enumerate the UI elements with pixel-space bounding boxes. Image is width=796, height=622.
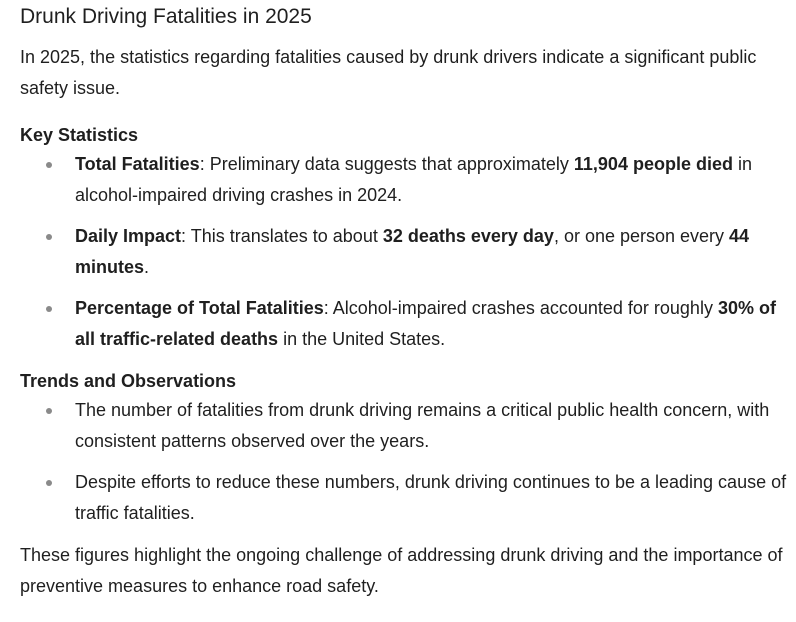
bullet-icon — [46, 162, 52, 168]
bullet-icon — [46, 480, 52, 486]
item-text: The number of fatalities from drunk driving remains a critical public health concern, with consistent patterns observed over the years. — [75, 400, 770, 451]
page-title: Drunk Driving Fatalities in 2025 — [20, 5, 312, 28]
item-text: : Alcohol-impaired crashes accounted for roughly — [323, 298, 718, 318]
item-label: Daily Impact — [75, 226, 182, 246]
item-text: , or one person every — [553, 226, 730, 246]
bullet-icon — [46, 234, 52, 240]
item-highlight: 11,904 people died — [573, 154, 733, 174]
item-text: : Preliminary data suggests that approximately — [199, 154, 574, 174]
item-highlight: 32 deaths every day — [382, 226, 554, 246]
list-item — [20, 293, 788, 355]
key-statistics-list — [20, 149, 788, 355]
key-statistics-heading: Key Statistics — [20, 125, 139, 145]
trends-heading: Trends and Observations — [20, 371, 237, 391]
item-text: : This translates to about — [181, 226, 383, 246]
list-item — [20, 467, 788, 529]
trends-list — [20, 395, 788, 529]
item-label: Total Fatalities — [75, 154, 200, 174]
bullet-icon — [46, 306, 52, 312]
bullet-icon — [46, 408, 52, 414]
intro-paragraph: In 2025, the statistics regarding fatalities caused by drunk drivers indicate a significant public safety issue. — [20, 47, 757, 98]
list-item — [20, 149, 788, 211]
list-item — [20, 395, 788, 457]
list-item — [20, 221, 788, 283]
item-label: Percentage of Total Fatalities — [75, 298, 324, 318]
item-text: Despite efforts to reduce these numbers, drunk driving continues to be a leading cause of traffic fatalities. — [75, 472, 787, 523]
item-highlight: 30% of all traffic-related deaths — [75, 298, 776, 349]
item-text: in the United States. — [278, 329, 446, 349]
conclusion-paragraph: These figures highlight the ongoing challenge of addressing drunk driving and the importance of preventive measures to enhance road safety. — [20, 545, 783, 596]
item-text: . — [144, 257, 150, 277]
item-text: in alcohol-impaired driving crashes in 2024. — [75, 154, 752, 205]
item-highlight: 44 minutes — [75, 226, 750, 277]
